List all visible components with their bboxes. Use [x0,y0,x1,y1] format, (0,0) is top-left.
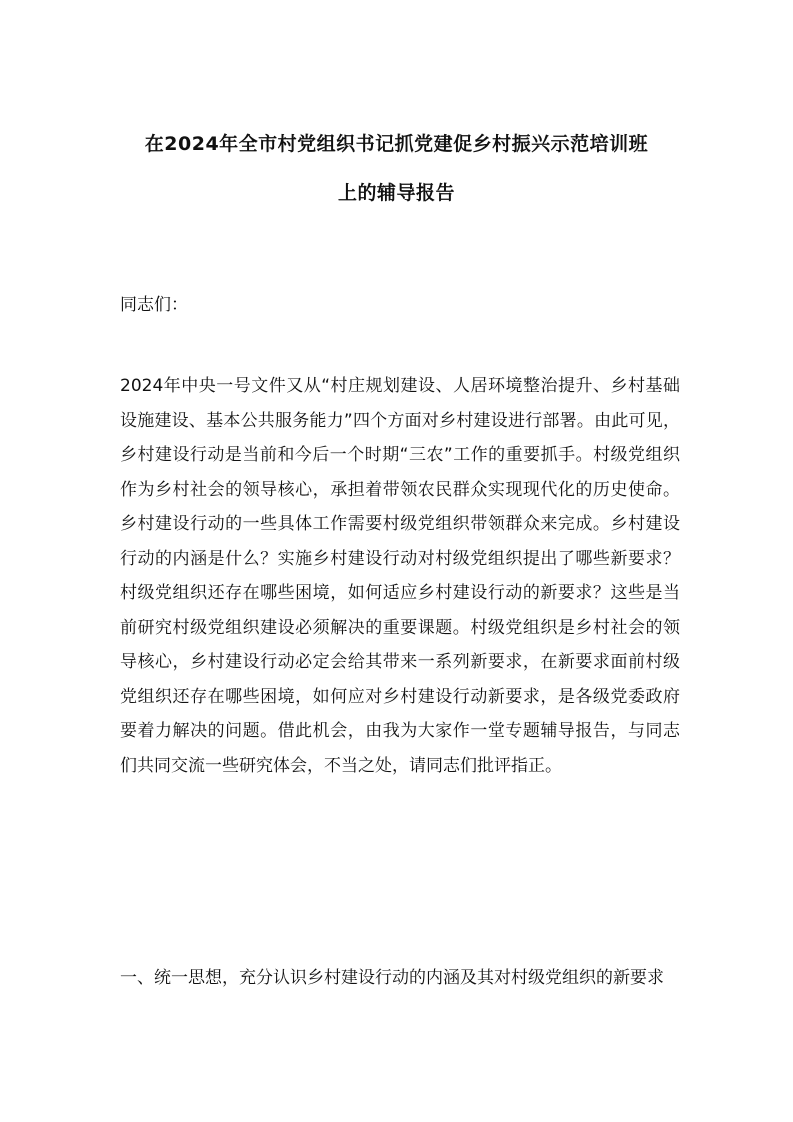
body-paragraph: 2024年中央一号文件又从“村庄规划建设、人居环境整治提升、乡村基础设施建设、基本公共服务能力”四个方面对乡村建设进行部署。由此可见，乡村建设行动是当前和今后一个时期“三农”工作的重要抓手。村级党组织作为乡村社会的领导核心，承担着带领农民群众实现现代化的历史使命。乡村建设行动的一些具体工作需要村级党组织带领群众来完成。乡村建设行动的内涵是什么？实施乡村建设行动对村级党组织提出了哪些新要求？村级党组织还存在哪些困境，如何适应乡村建设行动的新要求？这些是当前研究村级党组织建设必须解决的重要课题。村级党组织是乡村社会的领导核心，乡村建设行动必定会给其带来一系列新要求，在新要求面前村级党组织还存在哪些困境，如何应对乡村建设行动新要求，是各级党委政府要着力解决的问题。借此机会，由我为大家作一堂专题辅导报告，与同志们共同交流一些研究体会，不当之处，请同志们批评指正。 [120,376,680,776]
section-heading: 一、统一思想，充分认识乡村建设行动的内涵及其对村级党组织的新要求 [120,968,664,988]
document-title-line-1: 在2024年全市村党组织书记抓党建促乡村振兴示范培训班 [144,133,649,155]
salutation: 同志们： [120,295,188,315]
document-title-line-2: 上的辅导报告 [337,182,455,204]
